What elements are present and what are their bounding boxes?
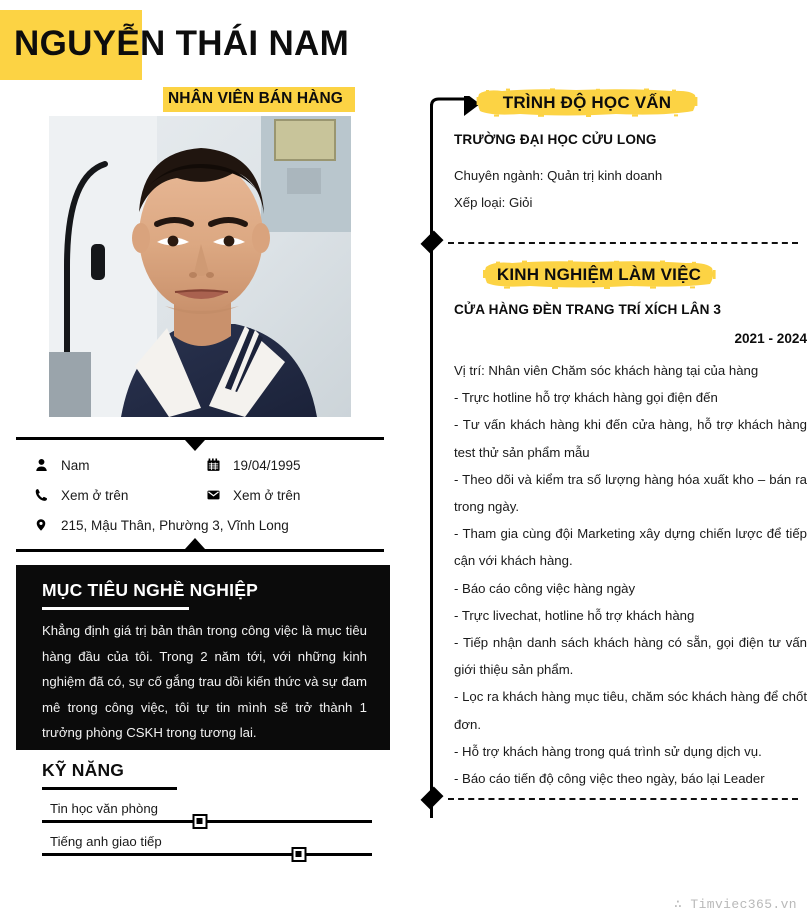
section-divider-dashed bbox=[448, 242, 798, 244]
timeline-line bbox=[430, 104, 433, 818]
list-item: - Lọc ra khách hàng mục tiêu, chăm sóc khách hàng để chốt đơn. bbox=[454, 689, 807, 732]
experience-duty-list bbox=[454, 357, 807, 792]
career-objective-body: Khẳng định giá trị bản thân trong công việc là mục tiêu hàng đầu của tôi. Trong 2 năm tới, với những kinh nghiệm đã có, sự cố gắng trau dồi kiến thức và sự đam mê trong công việc, tôi tự tin mình sẽ trở thành 1 trưởng phòng CSKH trong tương lai. bbox=[42, 623, 367, 740]
contact-email-value: Xem ở trên bbox=[233, 487, 301, 503]
contact-birthday-value: 19/04/1995 bbox=[233, 457, 301, 473]
education-heading-text: TRÌNH ĐỘ HỌC VẤN bbox=[502, 92, 672, 112]
timeline-diamond-marker bbox=[420, 231, 443, 254]
phone-icon bbox=[30, 488, 52, 502]
education-grade: Xếp loại: Giỏi bbox=[454, 195, 533, 210]
skill-label: Tiếng anh giao tiếp bbox=[50, 834, 162, 849]
experience-company: CỬA HÀNG ĐÈN TRANG TRÍ XÍCH LÂN 3 bbox=[454, 302, 722, 317]
contact-email[interactable] bbox=[188, 480, 384, 510]
list-item: - Báo cáo tiến độ công việc theo ngày, báo lại Leader bbox=[454, 771, 765, 787]
list-item: - Theo dõi và kiểm tra số lượng hàng hóa xuất kho – bán ra trong ngày. bbox=[454, 471, 807, 515]
contact-address bbox=[16, 510, 384, 540]
calendar-icon bbox=[202, 458, 224, 472]
list-item: - Tư vấn khách hàng khi đến cửa hàng, hỗ trợ khách hàng test thử sản phẩm mẫu bbox=[454, 417, 807, 460]
skill-slider[interactable] bbox=[42, 853, 372, 856]
skill-row bbox=[42, 834, 372, 856]
right-column bbox=[420, 0, 811, 923]
education-details bbox=[454, 162, 804, 216]
skill-slider-handle[interactable] bbox=[193, 814, 208, 829]
experience-heading-banner bbox=[482, 260, 716, 289]
list-item: - Trực livechat, hotline hỗ trợ khách hàng bbox=[454, 607, 695, 623]
triangle-up-icon bbox=[185, 538, 205, 549]
career-objective-title: MỤC TIÊU NGHỀ NGHIỆP bbox=[42, 580, 258, 600]
skill-label: Tin học văn phòng bbox=[50, 801, 159, 816]
list-item: - Tham gia cùng đội Marketing xây dựng chiến lược để tiếp cận với khách hàng. bbox=[454, 526, 807, 569]
list-item: - Trực hotline hỗ trợ khách hàng gọi điện đến bbox=[454, 390, 718, 406]
education-major: Chuyên ngành: Quản trị kinh doanh bbox=[454, 168, 663, 183]
skill-slider-handle[interactable] bbox=[292, 847, 307, 862]
section-divider-dashed bbox=[448, 798, 798, 800]
person-icon bbox=[30, 458, 52, 472]
career-objective-section bbox=[16, 565, 390, 750]
contact-bottom-rule bbox=[16, 549, 384, 552]
list-item: - Hỗ trợ khách hàng trong quá trình sử dụng dịch vụ. bbox=[454, 743, 762, 759]
page-title: NGUYỄN THÁI NAM bbox=[14, 24, 350, 63]
contact-gender-value: Nam bbox=[61, 457, 90, 473]
list-item: - Tiếp nhận danh sách khách hàng có sẵn, gọi điện tư vấn giới thiệu sản phẩm. bbox=[454, 635, 807, 678]
job-title: NHÂN VIÊN BÁN HÀNG bbox=[168, 90, 343, 107]
experience-period: 2021 - 2024 bbox=[734, 331, 807, 346]
contact-block bbox=[16, 437, 384, 552]
skills-underline bbox=[42, 787, 177, 790]
watermark: ∴ Timviec365.vn bbox=[673, 897, 797, 912]
location-pin-icon bbox=[30, 518, 52, 532]
envelope-icon bbox=[202, 488, 224, 502]
experience-heading-text: KINH NGHIỆM LÀM VIỆC bbox=[496, 264, 702, 284]
contact-birthday bbox=[188, 450, 384, 480]
education-school: TRƯỜNG ĐẠI HỌC CỬU LONG bbox=[454, 132, 657, 147]
contact-top-rule bbox=[16, 437, 384, 440]
timeline-diamond-marker bbox=[420, 787, 443, 810]
skills-title: KỸ NĂNG bbox=[42, 760, 125, 780]
career-objective-underline bbox=[42, 607, 189, 610]
contact-address-value: 215, Mậu Thân, Phường 3, Vĩnh Long bbox=[61, 517, 289, 533]
contact-gender bbox=[16, 450, 188, 480]
education-heading-banner bbox=[476, 88, 698, 117]
avatar bbox=[49, 116, 351, 417]
list-item: - Báo cáo công việc hàng ngày bbox=[454, 580, 636, 596]
contact-phone[interactable] bbox=[16, 480, 188, 510]
triangle-down-icon bbox=[185, 440, 205, 451]
contact-phone-value: Xem ở trên bbox=[61, 487, 129, 503]
skill-row bbox=[42, 801, 372, 823]
skill-slider[interactable] bbox=[42, 820, 372, 823]
skills-section bbox=[42, 760, 372, 856]
experience-position: Vị trí: Nhân viên Chăm sóc khách hàng tại của hàng bbox=[454, 363, 759, 378]
